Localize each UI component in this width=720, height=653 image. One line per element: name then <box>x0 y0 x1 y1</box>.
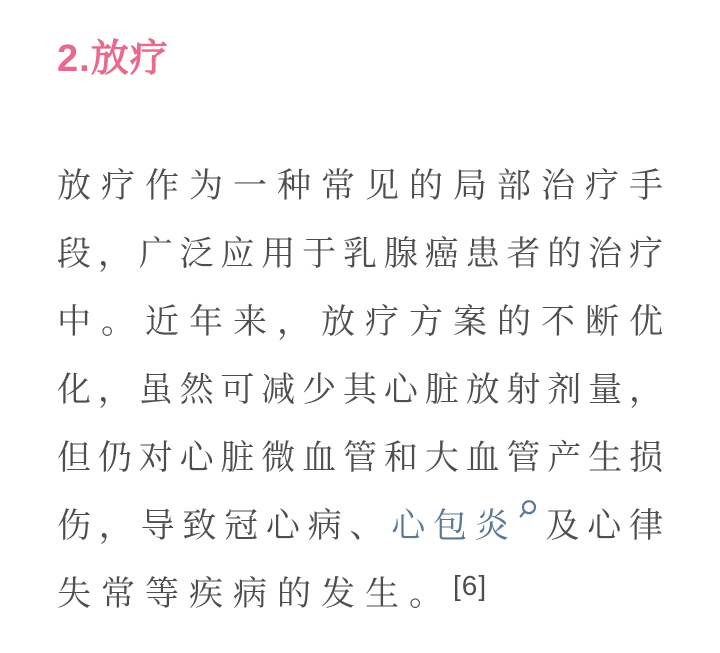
term-link-label: 心包炎 <box>391 506 517 545</box>
line-pre-text: 伤，导致冠心病、 <box>57 506 392 545</box>
paragraph-line: 但仍对心脏微血管和大血管产生损 <box>57 438 663 477</box>
section-heading: 2.放疗 <box>57 38 169 80</box>
paragraph-last-line: 失常等疾病的发生。[6] <box>57 569 488 613</box>
paragraph-line: 中。近年来，放疗方案的不断优 <box>57 302 663 341</box>
line-post-text: 及心律 <box>537 506 664 545</box>
paragraph-line: 放疗作为一种常见的局部治疗手 <box>57 166 663 205</box>
paragraph-line: 段，广泛应用于乳腺癌患者的治疗 <box>57 234 663 273</box>
paragraph-block <box>57 152 663 628</box>
search-icon <box>517 499 538 522</box>
pericarditis-term-link[interactable] <box>391 507 537 545</box>
line-end-text: 失常等疾病的发生。 <box>57 574 453 613</box>
paragraph-line-with-link <box>57 492 663 560</box>
paragraph-line: 化，虽然可减少其心脏放射剂量， <box>57 370 663 409</box>
